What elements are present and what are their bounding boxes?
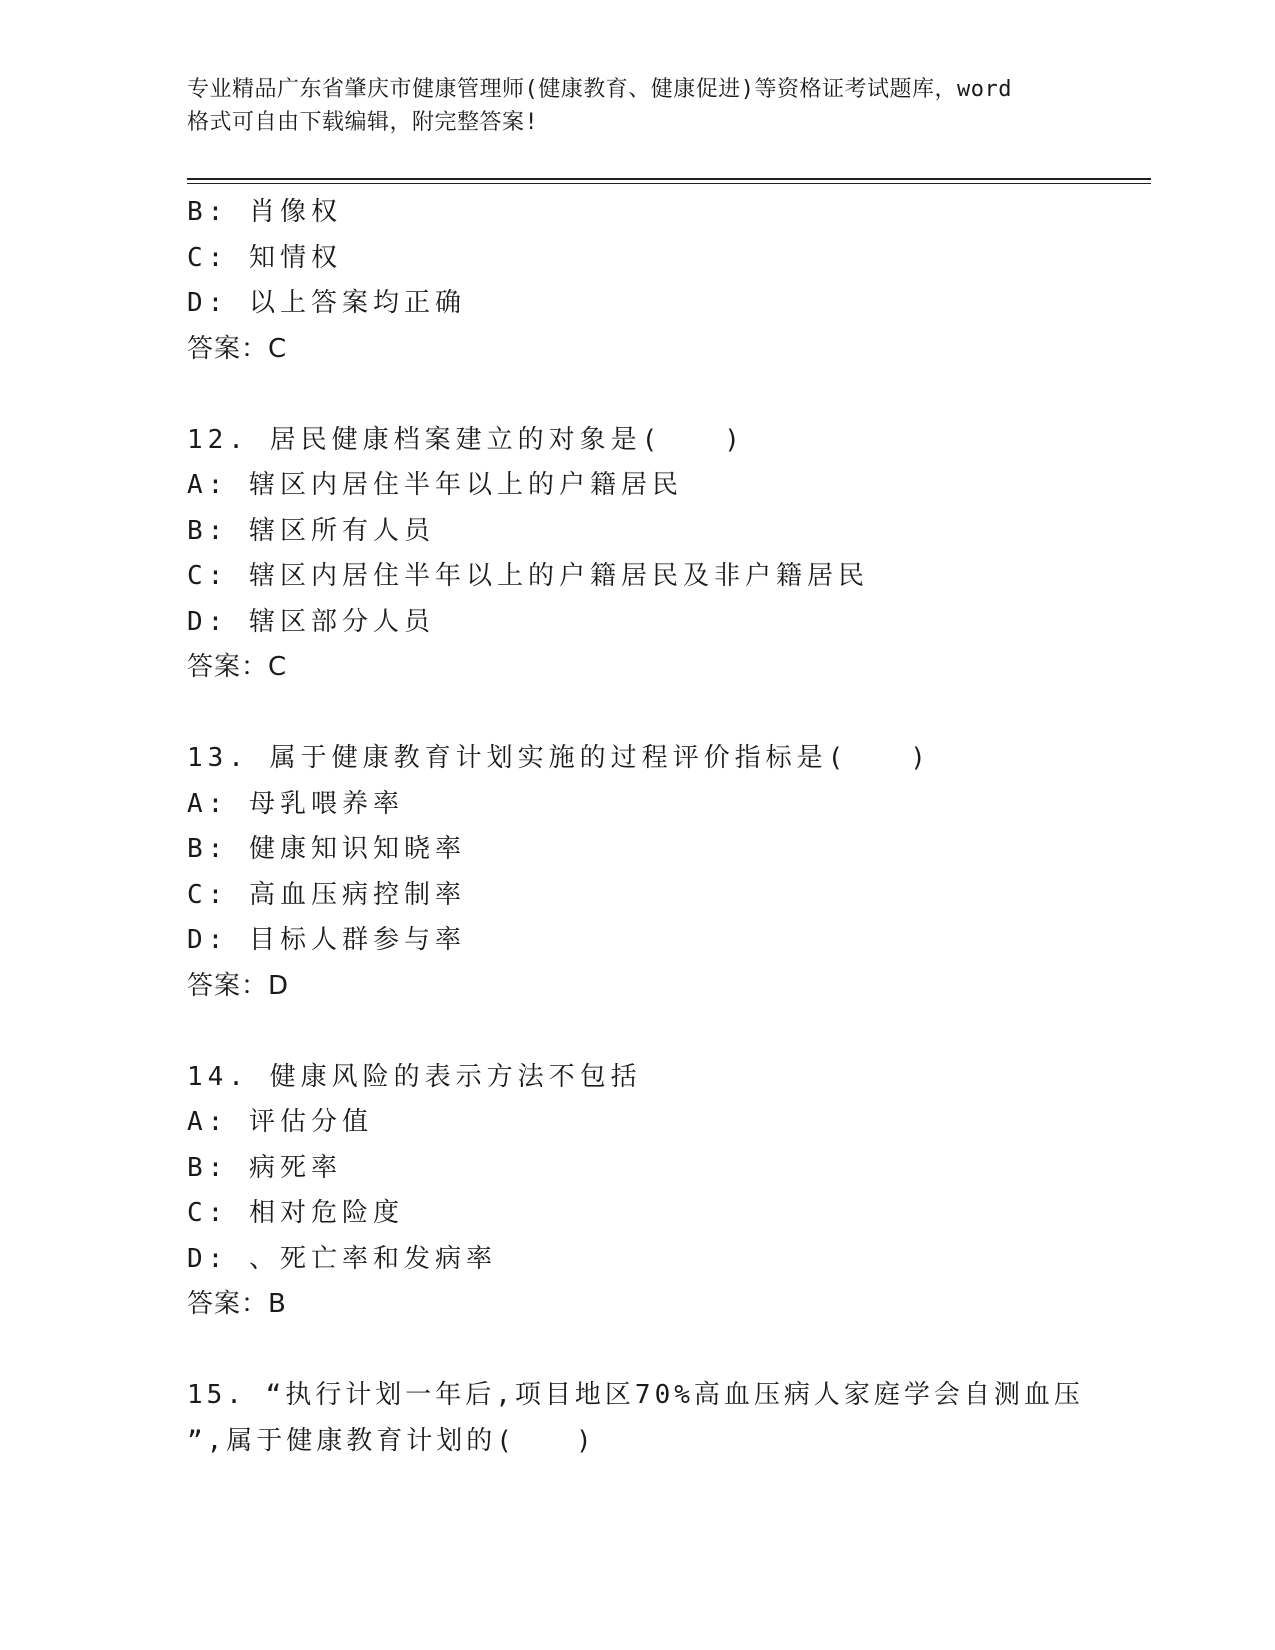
question-list bbox=[187, 190, 1151, 1464]
answer-line: 答案：C bbox=[187, 333, 288, 364]
option-a: A: 评估分值 bbox=[187, 1107, 373, 1137]
question-12 bbox=[187, 418, 1151, 691]
question-15 bbox=[187, 1373, 1151, 1464]
prev-question-block bbox=[187, 190, 1151, 372]
option-d: D: 目标人群参与率 bbox=[187, 925, 466, 955]
spacer bbox=[187, 372, 1151, 418]
option-a: A: 辖区内居住半年以上的户籍居民 bbox=[187, 470, 683, 500]
question-stem-line-1: 15. “执行计划一年后,项目地区70%高血压病人家庭学会自测血压 bbox=[187, 1380, 1084, 1410]
question-13 bbox=[187, 736, 1151, 1009]
answer-line: 答案：C bbox=[187, 652, 288, 682]
option-b: B: 病死率 bbox=[187, 1152, 342, 1183]
question-stem: 14. 健康风险的表示方法不包括 bbox=[187, 1061, 642, 1092]
question-stem: 12. 居民健康档案建立的对象是( ) bbox=[187, 424, 745, 455]
answer-line: 答案：D bbox=[187, 970, 290, 1001]
header-divider-thick bbox=[187, 178, 1151, 180]
option-d: D: 辖区部分人员 bbox=[187, 606, 435, 637]
question-stem-line-2: ”,属于健康教育计划的( ) bbox=[187, 1425, 596, 1456]
option-c: C: 高血压病控制率 bbox=[187, 879, 466, 910]
option-b: B: 肖像权 bbox=[187, 197, 342, 227]
question-stem: 13. 属于健康教育计划实施的过程评价指标是( ) bbox=[187, 743, 931, 773]
option-a: A: 母乳喂养率 bbox=[187, 788, 404, 819]
spacer bbox=[187, 1009, 1151, 1055]
header-line-1: 专业精品广东省肇庆市健康管理师(健康教育、健康促进)等资格证考试题库，word bbox=[187, 77, 1012, 102]
document-header bbox=[187, 73, 1087, 139]
spacer bbox=[187, 1328, 1151, 1374]
option-d: D: 、死亡率和发病率 bbox=[187, 1243, 497, 1274]
header-line-2: 格式可自由下载编辑，附完整答案! bbox=[187, 110, 539, 135]
option-d: D: 以上答案均正确 bbox=[187, 288, 466, 318]
option-c: C: 知情权 bbox=[187, 242, 342, 273]
answer-line: 答案：B bbox=[187, 1289, 287, 1319]
option-c: C: 辖区内居住半年以上的户籍居民及非户籍居民 bbox=[187, 561, 869, 591]
spacer bbox=[187, 691, 1151, 737]
header-divider-thin bbox=[187, 183, 1151, 184]
question-14 bbox=[187, 1055, 1151, 1328]
option-b: B: 健康知识知晓率 bbox=[187, 834, 466, 864]
option-b: B: 辖区所有人员 bbox=[187, 515, 435, 546]
option-c: C: 相对危险度 bbox=[187, 1198, 404, 1228]
